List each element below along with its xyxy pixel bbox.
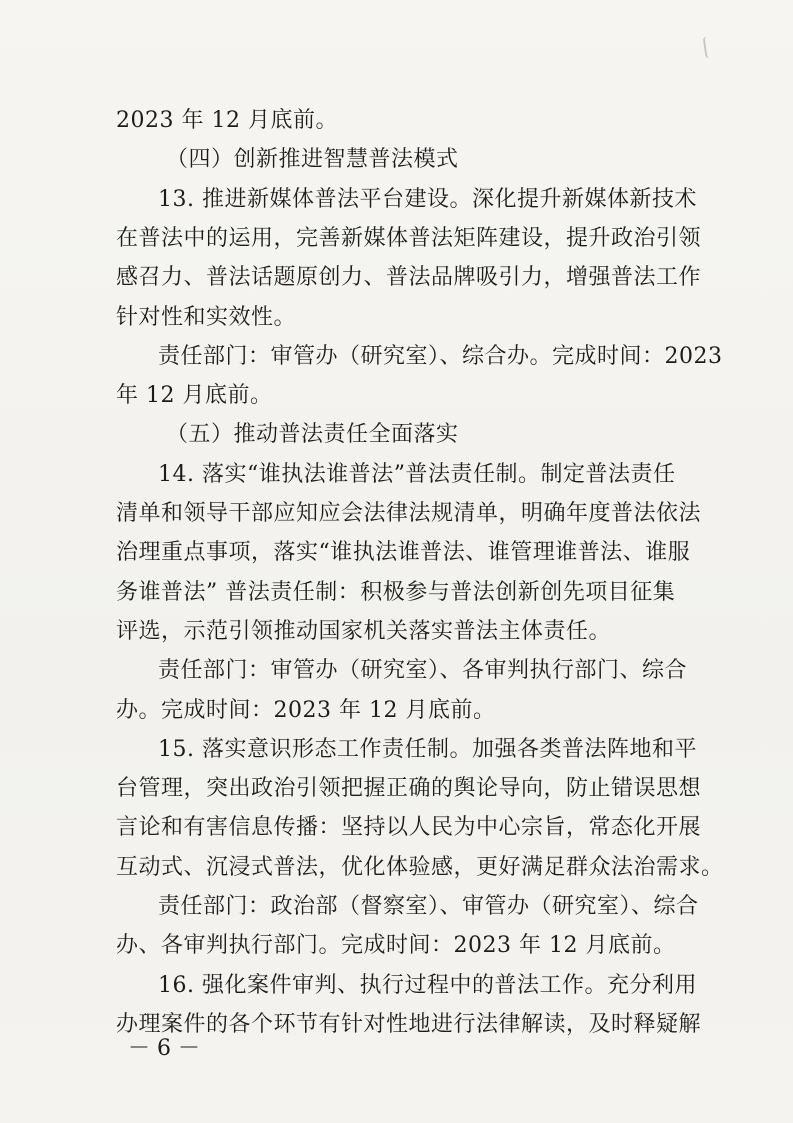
item-16-line-2: 办理案件的各个环节有针对性地进行法律解读，及时释疑解 [116,1012,702,1037]
item-14-line-5: 评选，示范引领推动国家机关落实普法主体责任。 [116,619,612,644]
item-14-line-4: 务谁普法” 普法责任制：积极参与普法创新创先项目征集 [116,580,676,605]
item-13-line-1: 13. 推进新媒体普法平台建设。深化提升新媒体新技术 [158,187,697,212]
item-14-line-2: 清单和领导干部应知应会法律法规清单，明确年度普法依法 [116,501,702,526]
text-line-1: 2023 年 12 月底前。 [116,108,338,133]
section-heading-4: （四）创新推进智慧普法模式 [166,147,459,172]
item-13-responsibility-1: 责任部门：审管办（研究室）、综合办。完成时间：2023 [158,344,723,369]
item-15-line-3: 言论和有害信息传播：坚持以人民为中心宗旨，常态化开展 [116,815,702,840]
item-13-line-3: 感召力、普法话题原创力、普法品牌吸引力，增强普法工作 [116,265,702,290]
item-15-responsibility-1: 责任部门：政治部（督察室）、审管办（研究室）、综合 [158,894,699,919]
item-14-line-3: 治理重点事项，落实“谁执法谁普法、谁管理谁普法、谁服 [116,540,691,565]
item-13-line-4: 针对性和实效性。 [116,305,297,330]
item-14-line-1: 14. 落实“谁执法谁普法”普法责任制。制定普法责任 [158,462,676,487]
item-13-line-2: 在普法中的运用，完善新媒体普法矩阵建设，提升政治引领 [116,226,702,251]
item-14-responsibility-1: 责任部门：审管办（研究室）、各审判执行部门、综合 [158,658,688,683]
item-15-responsibility-2: 办、各审判执行部门。完成时间：2023 年 12 月底前。 [116,933,676,958]
item-16-line-1: 16. 强化案件审判、执行过程中的普法工作。充分利用 [158,973,697,998]
section-heading-5: （五）推动普法责任全面落实 [166,422,459,447]
item-15-line-2: 台管理，突出政治引领把握正确的舆论导向，防止错误思想 [116,776,702,801]
item-14-responsibility-2: 办。完成时间：2023 年 12 月底前。 [116,698,496,723]
scan-mark [703,35,718,58]
item-13-responsibility-2: 年 12 月底前。 [116,383,273,408]
page-number: － 6 － [128,1036,200,1061]
item-15-line-4: 互动式、沉浸式普法，优化体验感，更好满足群众法治需求。 [116,855,724,880]
item-15-line-1: 15. 落实意识形态工作责任制。加强各类普法阵地和平 [158,737,697,762]
